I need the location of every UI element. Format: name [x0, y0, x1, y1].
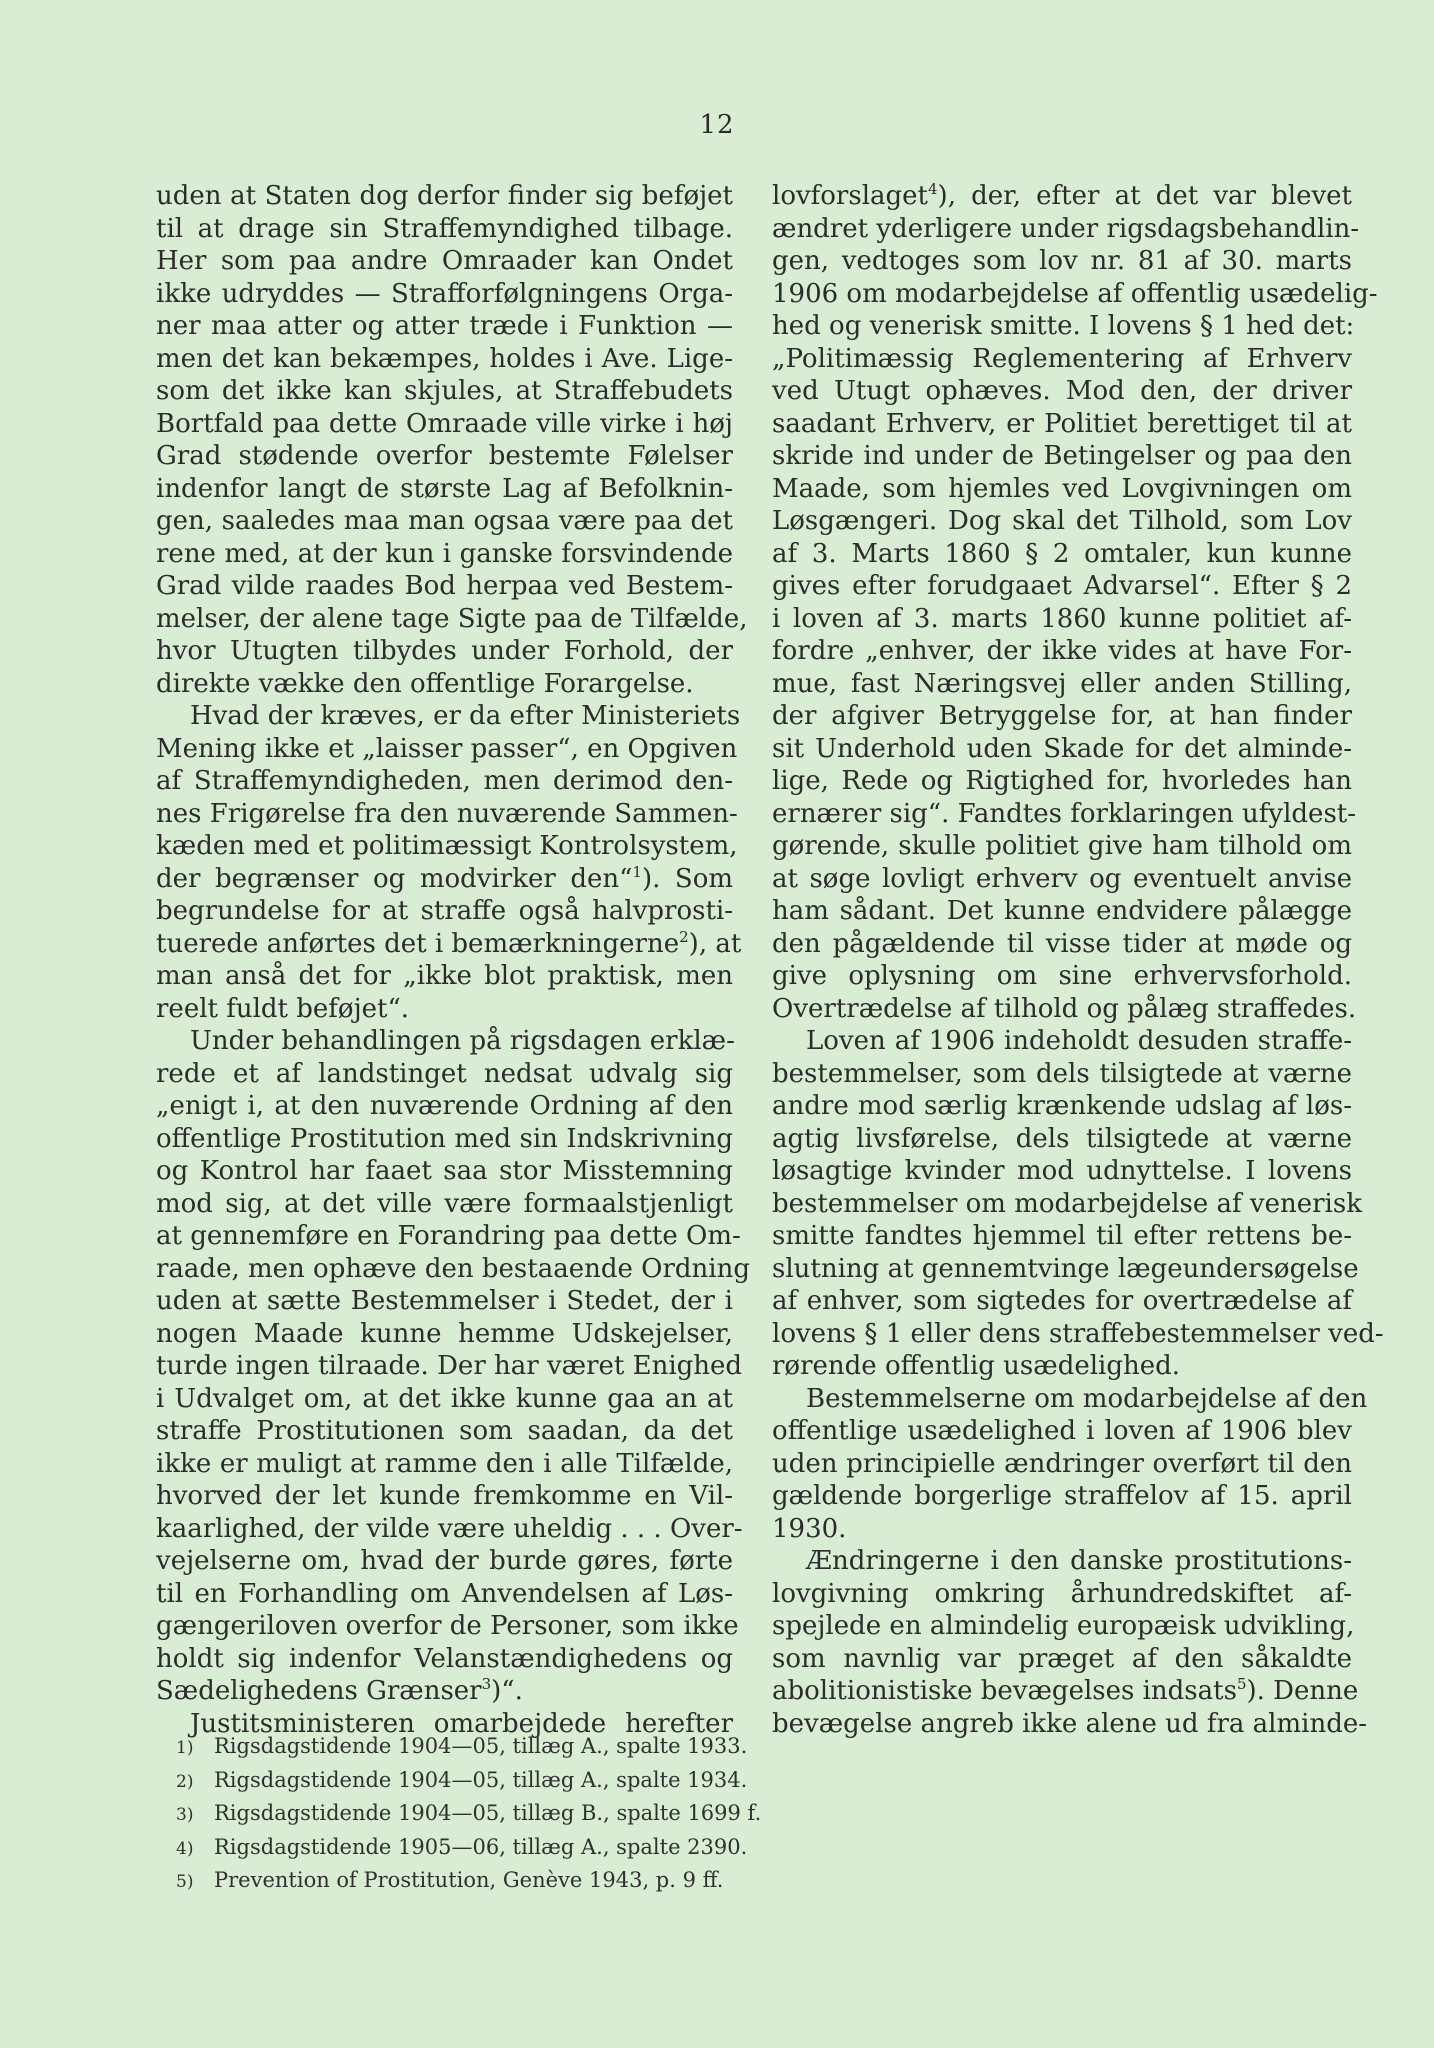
line-text: kæden med et politimæssigt Kontrolsystem,	[156, 831, 738, 861]
text-line	[772, 538, 1352, 571]
text-line	[156, 1610, 739, 1643]
line-text: hvorved der let kunde fremkomme en Vil-	[156, 1481, 733, 1511]
text-line	[156, 895, 733, 928]
line-text: lovens § 1 eller dens straffebestemmelser ved-	[772, 1318, 1384, 1349]
line-text-after-reference: ). Denne	[1246, 1676, 1359, 1706]
line-text: uden at Staten dog derfor finder sig beføjet	[156, 181, 733, 211]
text-line	[156, 1285, 733, 1318]
text-line	[772, 310, 1355, 343]
line-text-after-reference: )“.	[491, 1676, 523, 1706]
line-text: fordre „enhver, der ikke vides at have For-	[772, 636, 1352, 666]
line-text: spejlede en almindelig europæisk udvikling,	[772, 1611, 1355, 1641]
text-line	[772, 343, 1352, 376]
text-line	[156, 927, 742, 961]
text-line	[156, 278, 733, 311]
line-text: give oplysning om sine erhvervsforhold.	[772, 961, 1352, 991]
text-line	[772, 1448, 1352, 1481]
right-column	[772, 180, 1384, 1740]
text-line	[772, 1090, 1352, 1123]
line-text: „Politimæssig Reglementering af Erhverv	[772, 343, 1352, 374]
line-text: at gennemføre en Forandring paa dette Om-	[156, 1221, 741, 1251]
line-text: lovforslaget	[772, 181, 928, 211]
text-line	[772, 1675, 1359, 1708]
text-line	[772, 1253, 1359, 1286]
line-text: mod sig, at det ville være formaalstjenligt	[156, 1188, 733, 1219]
footnote	[176, 1865, 796, 1899]
text-line	[156, 733, 738, 766]
line-text: som navnlig var præget af den såkaldte	[772, 1643, 1352, 1674]
line-text: holdt sig indenfor Velanstændighedens og	[156, 1643, 733, 1674]
text-line	[772, 635, 1352, 668]
text-line	[156, 960, 733, 993]
text-line	[772, 1610, 1355, 1643]
page-number: 12	[699, 110, 735, 140]
line-text: „enigt i, at den nuværende Ordning af den	[156, 1091, 733, 1121]
text-line	[156, 1318, 733, 1351]
text-line	[156, 1253, 750, 1286]
line-text: indenfor langt de største Lag af Befolknin-	[156, 473, 733, 504]
text-line	[772, 1480, 1352, 1513]
footnote	[176, 1765, 796, 1799]
footnote-mark: 2)	[176, 1771, 194, 1792]
line-text: offentlige usædelighed i loven af 1906 blev	[772, 1416, 1352, 1446]
line-text: tuerede anførtes det i bemærkningerne	[156, 928, 680, 959]
text-line	[772, 1155, 1352, 1188]
text-line	[156, 993, 733, 1026]
footnote-mark: 1)	[176, 1738, 194, 1758]
line-text: Mening ikke et „laisser passer“, en Opgiven	[156, 733, 738, 764]
text-line	[156, 1188, 733, 1221]
footnote-reference: 3	[481, 1675, 492, 1693]
text-line	[772, 473, 1352, 506]
text-line	[156, 440, 733, 473]
text-line	[772, 1350, 1352, 1383]
line-text: saadant Erhverv, er Politiet berettiget til at	[772, 408, 1352, 439]
line-text: uden principielle ændringer overført til den	[772, 1448, 1352, 1479]
text-line	[156, 1643, 733, 1676]
text-line	[772, 928, 1352, 961]
text-line	[156, 1220, 741, 1253]
footnote-text: Rigsdagstidende 1905—06, tillæg A., spalte 2390.	[214, 1834, 748, 1859]
footnote-reference: 1	[632, 862, 642, 881]
line-text: Under behandlingen på rigsdagen erklæ-	[190, 1026, 735, 1056]
line-text-after-reference: ). Som	[641, 863, 734, 894]
text-line	[772, 1318, 1384, 1351]
text-line	[156, 1383, 733, 1416]
text-line	[156, 408, 733, 441]
text-line	[772, 895, 1352, 928]
line-text: Bortfald paa dette Omraade ville virke i høj	[156, 408, 733, 439]
line-text: Grad stødende overfor bestemte Følelser	[156, 441, 733, 471]
text-line	[156, 343, 733, 376]
line-text: Løsgængeri. Dog skal det Tilhold, som Lov	[772, 506, 1352, 536]
text-line	[156, 1350, 743, 1383]
line-text: til en Forhandling om Anvendelsen af Løs-	[156, 1578, 733, 1609]
line-text: rene med, at der kun i ganske forsvindende	[156, 538, 733, 569]
text-line	[772, 1025, 1352, 1058]
line-text: mue, fast Næringsvej eller anden Stilling,	[772, 668, 1352, 699]
line-text: 1906 om modarbejdelse af offentlig usædelig-	[772, 278, 1378, 309]
text-line	[156, 1058, 733, 1091]
text-line	[156, 1675, 733, 1708]
line-text: Maade, som hjemles ved Lovgivningen om	[772, 473, 1352, 504]
text-line	[156, 375, 733, 408]
text-line	[772, 1285, 1352, 1318]
footnote-text: Rigsdagstidende 1904—05, tillæg B., spalte 1699 f.	[214, 1801, 762, 1825]
line-text: hvor Utugten tilbydes under Forhold, der	[156, 636, 733, 666]
text-line	[772, 278, 1378, 311]
text-line	[772, 1383, 1368, 1416]
text-line	[156, 765, 733, 798]
line-text: 1930.	[772, 1513, 847, 1544]
line-text: gives efter forudgaaet Advarsel“. Efter § 2	[772, 571, 1352, 601]
text-line	[772, 570, 1352, 603]
text-line	[156, 1155, 733, 1188]
line-text: man anså det for „ikke blot praktisk, men	[156, 961, 733, 991]
text-line	[156, 668, 733, 701]
text-line	[156, 635, 733, 668]
line-text: vejelserne om, hvad der burde gøres, førte	[156, 1546, 733, 1576]
line-text: af Straffemyndigheden, men derimod den-	[156, 766, 733, 796]
line-text: raade, men ophæve den bestaaende Ordning	[156, 1253, 750, 1284]
text-line	[156, 798, 738, 831]
line-text: hed og venerisk smitte. I lovens § 1 hed det:	[772, 311, 1355, 341]
text-line	[772, 1643, 1352, 1676]
line-text: gen, saaledes maa man ogsaa være paa det	[156, 506, 733, 536]
line-text: at søge lovligt erhverv og eventuelt anvise	[772, 863, 1352, 894]
text-line	[772, 1513, 1352, 1546]
text-line	[772, 440, 1352, 473]
text-line	[156, 473, 733, 506]
text-line	[772, 1188, 1362, 1221]
line-text: gængeriloven overfor de Personer, som ikke	[156, 1611, 739, 1641]
line-text: slutning at gennemtvinge lægeundersøgelse	[772, 1253, 1359, 1284]
line-text: og Kontrol har faaet saa stor Misstemning	[156, 1156, 733, 1186]
footnote-text: Rigsdagstidende 1904—05, tillæg A., spalte 1933.	[214, 1734, 748, 1758]
text-line	[772, 798, 1357, 831]
line-text: ner maa atter og atter træde i Funktion —	[156, 311, 733, 341]
footnote	[176, 1798, 796, 1832]
line-text: lovgivning omkring århundredskiftet af-	[772, 1578, 1352, 1609]
text-line	[156, 570, 733, 603]
text-line	[156, 603, 748, 636]
line-text: Sædelighedens Grænser	[156, 1676, 482, 1706]
footnote-reference: 5	[1236, 1675, 1247, 1693]
footnote-mark: 4)	[176, 1838, 194, 1859]
text-line	[772, 1545, 1352, 1578]
footnote	[176, 1731, 796, 1765]
line-text: straffe Prostitutionen som saadan, da det	[156, 1416, 733, 1446]
text-line	[772, 245, 1352, 278]
text-line	[156, 1480, 733, 1513]
text-line	[156, 700, 741, 733]
line-text: Justitsministeren omarbejdede herefter	[190, 1708, 733, 1739]
text-line	[772, 830, 1352, 863]
line-text: bevægelse angreb ikke alene ud fra alminde-	[772, 1708, 1368, 1739]
line-text: ikke udryddes — Strafforfølgningens Orga-	[156, 278, 733, 309]
line-text: rørende offentlig usædelighed.	[772, 1351, 1181, 1381]
line-text: i Udvalget om, at det ikke kunne gaa an at	[156, 1383, 733, 1414]
text-line	[772, 375, 1352, 408]
line-text: bestemmelser, som dels tilsigtede at værne	[772, 1058, 1352, 1089]
text-line	[772, 668, 1352, 701]
text-line	[156, 830, 738, 863]
text-line	[156, 1025, 733, 1058]
line-text: gørende, skulle politiet give ham tilhold om	[772, 831, 1352, 861]
line-text: lige, Rede og Rigtighed for, hvorledes han	[772, 766, 1352, 796]
text-line	[156, 245, 733, 278]
footnote-reference: 4	[928, 180, 938, 198]
text-line	[156, 863, 733, 896]
line-text: agtig livsførelse, dels tilsigtede at værne	[772, 1123, 1352, 1154]
text-line	[772, 765, 1352, 798]
text-line	[772, 408, 1352, 441]
line-text: gen, vedtoges som lov nr. 81 af 30. marts	[772, 246, 1352, 276]
line-text-after-reference: ), at	[688, 928, 742, 959]
line-text: turde ingen tilraade. Der har været Enighed	[156, 1351, 743, 1381]
line-text: Ændringerne i den danske prostitutions-	[806, 1546, 1352, 1576]
line-text: gældende borgerlige straffelov af 15. april	[772, 1481, 1352, 1511]
footnote-mark: 3)	[176, 1805, 194, 1825]
line-text: der afgiver Betryggelse for, at han finder	[772, 701, 1352, 731]
line-text: smitte fandtes hjemmel til efter rettens be-	[772, 1221, 1352, 1251]
text-line	[156, 1123, 733, 1156]
line-text: abolitionistiske bevægelses indsats	[772, 1676, 1237, 1706]
text-line	[772, 1123, 1352, 1156]
line-text: andre mod særlig krænkende udslag af løs-	[772, 1091, 1352, 1121]
line-text: direkte vække den offentlige Forargelse.	[156, 668, 694, 699]
line-text: ikke er muligt at ramme den i alle Tilfælde,	[156, 1448, 733, 1479]
text-line	[772, 603, 1352, 636]
line-text: der begrænser og modvirker den“	[156, 863, 633, 894]
line-text: nogen Maade kunne hemme Udskejelser,	[156, 1318, 733, 1349]
text-line	[772, 1708, 1368, 1741]
text-line	[772, 863, 1352, 896]
text-line	[772, 1220, 1352, 1253]
line-text: uden at sætte Bestemmelser i Stedet, der i	[156, 1286, 733, 1316]
line-text: nes Frigørelse fra den nuværende Sammen-	[156, 798, 738, 829]
text-line	[772, 180, 1352, 213]
line-text: Loven af 1906 indeholdt desuden straffe-	[806, 1026, 1352, 1056]
text-line	[156, 1578, 733, 1611]
line-text: den pågældende til visse tider at møde og	[772, 928, 1352, 959]
line-text: ved Utugt ophæves. Mod den, der driver	[772, 376, 1352, 406]
text-line	[772, 213, 1360, 246]
text-line	[772, 700, 1352, 733]
line-text: af 3. Marts 1860 § 2 omtaler, kun kunne	[772, 538, 1352, 569]
line-text: som det ikke kan skjules, at Straffebudets	[156, 376, 733, 406]
footnote	[176, 1832, 796, 1866]
line-text: ham sådant. Det kunne endvidere pålægge	[772, 896, 1352, 926]
footnote-mark: 5)	[176, 1872, 194, 1892]
footnotes	[176, 1731, 796, 1899]
line-text: rede et af landstinget nedsat udvalg sig	[156, 1058, 733, 1089]
line-text-after-reference: ), der, efter at det var blevet	[937, 181, 1352, 211]
text-line	[156, 538, 733, 571]
footnote-reference: 2	[679, 927, 689, 946]
line-text: Hvad der kræves, er da efter Ministeriets	[190, 701, 741, 731]
text-line	[156, 310, 733, 343]
footnote-text: Prevention of Prostitution, Genève 1943, p. 9 ff.	[214, 1868, 724, 1892]
text-line	[772, 993, 1357, 1026]
line-text: ernærer sig“. Fandtes forklaringen ufyldest-	[772, 798, 1357, 829]
text-line	[156, 213, 733, 246]
line-text: kaarlighed, der vilde være uheldig . . . Over-	[156, 1513, 743, 1544]
line-text: Her som paa andre Omraader kan Ondet	[156, 246, 733, 276]
line-text: Bestemmelserne om modarbejdelse af den	[806, 1383, 1368, 1414]
text-line	[772, 505, 1352, 538]
footnote-text: Rigsdagstidende 1904—05, tillæg A., spalte 1934.	[214, 1767, 748, 1792]
text-line	[772, 1578, 1352, 1611]
text-line	[156, 1448, 733, 1481]
text-line	[156, 1545, 733, 1578]
line-text: Overtrædelse af tilhold og pålæg straffedes.	[772, 993, 1357, 1024]
text-line	[772, 733, 1352, 766]
text-line	[156, 180, 733, 213]
text-line	[156, 1415, 733, 1448]
text-line	[156, 1090, 733, 1123]
text-line	[772, 1058, 1352, 1091]
line-text: reelt fuldt beføjet“.	[156, 993, 410, 1024]
text-line	[156, 505, 733, 538]
line-text: skride ind under de Betingelser og paa den	[772, 441, 1352, 471]
line-text: i loven af 3. marts 1860 kunne politiet af-	[772, 603, 1352, 634]
text-line	[156, 1513, 743, 1546]
left-column	[156, 180, 750, 1740]
line-text: sit Underhold uden Skade for det alminde-	[772, 733, 1352, 764]
line-text: offentlige Prostitution med sin Indskrivning	[156, 1123, 733, 1154]
line-text: til at drage sin Straffemyndighed tilbage.	[156, 213, 733, 244]
line-text: Grad vilde raades Bod herpaa ved Bestem-	[156, 571, 733, 601]
line-text: men det kan bekæmpes, holdes i Ave. Lige-	[156, 343, 733, 374]
line-text: af enhver, som sigtedes for overtrædelse af	[772, 1286, 1352, 1316]
text-line	[772, 960, 1352, 993]
line-text: melser, der alene tage Sigte paa de Tilfælde,	[156, 603, 748, 634]
line-text: begrundelse for at straffe også halvprosti-	[156, 896, 733, 926]
text-line	[772, 1415, 1352, 1448]
line-text: ændret yderligere under rigsdagsbehandlin-	[772, 213, 1360, 244]
line-text: bestemmelser om modarbejdelse af venerisk	[772, 1188, 1362, 1219]
line-text: løsagtige kvinder mod udnyttelse. I lovens	[772, 1156, 1352, 1186]
